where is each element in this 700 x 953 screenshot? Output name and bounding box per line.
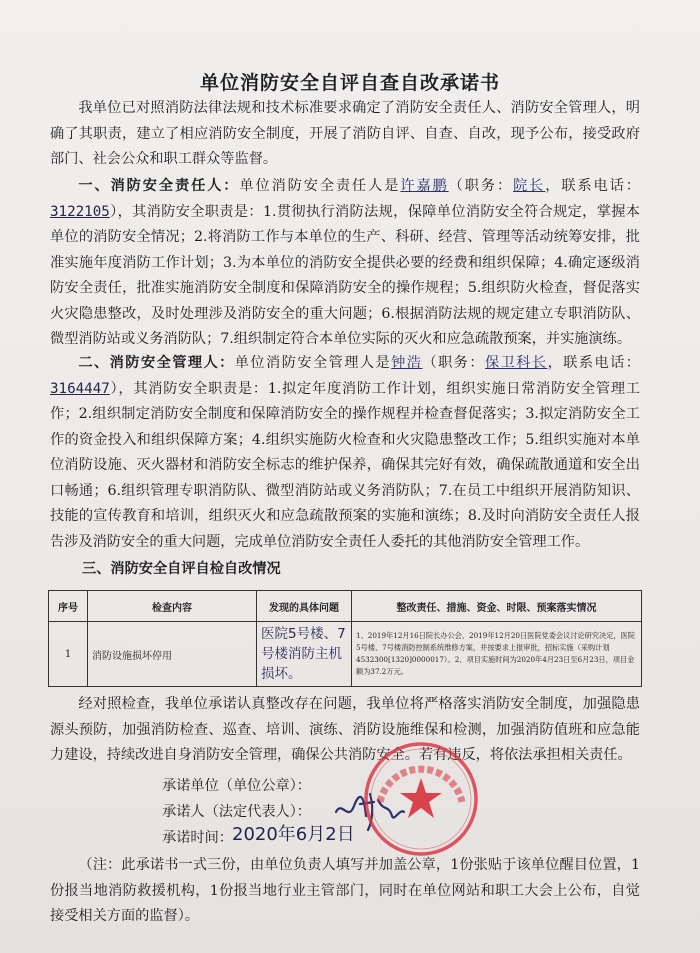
section2-text-c: ，联系电话： bbox=[547, 355, 640, 371]
signing-person-label: 承诺人（法定代表人）： bbox=[162, 804, 311, 820]
section2-label: 二、消防安全管理人： bbox=[78, 355, 235, 371]
row-number: 1 bbox=[49, 622, 88, 687]
manager-phone: 3164447 bbox=[50, 380, 110, 397]
section-fire-safety-responsible-person bbox=[50, 174, 640, 353]
closing-paragraph: 经对照检查，我单位承诺认真整改存在问题，我单位将严格落实消防安全制度，加强隐患源头预防，加强消防检查、巡查、培训、演练、消防设施维保和检测，加强消防值班和应急能力建设，持续改进自身消防安全管理，确保公共消防安全。若有违反，将依法承担相关责任。 bbox=[50, 696, 640, 763]
signing-date-handwritten: 2020年6月2日 bbox=[232, 824, 355, 845]
official-seal-stamp bbox=[362, 740, 480, 858]
column-header: 序号 bbox=[49, 591, 88, 622]
section1-duties: ），其消防安全职责是：1.贯彻执行消防法规，保障单位消防安全符合规定，掌握本单位的消防安全情况；2.将消防工作与本单位的生产、科研、经营、管理等活动统筹安排，批准实施年度消防工作计划；3.为本单位的消防安全提供必要的经费和组织保障；4.确定逐级消防安全责任，批准实施消防安全制度和保障消防安全的操作规程；5.组织防火检查，督促落实火灾隐患整改，及时处理涉及消防安全的重大问题；6.根据消防法规的规定建立专职消防队、微型消防站或义务消防队；7.组织制定符合本单位实际的灭火和应急疏散预案，并实施演练。 bbox=[50, 203, 640, 347]
problem-found: 医院5号楼、7号楼消防主机损坏。 bbox=[257, 622, 352, 687]
column-header: 发现的具体问题 bbox=[257, 591, 352, 622]
column-header: 检查内容 bbox=[88, 591, 257, 622]
section2-duties: ），其消防安全职责是：1.拟定年度消防工作计划，组织实施日常消防安全管理工作；2.组织制定消防安全制度和保障消防安全的操作规程并检查督促落实；3.拟定消防安全工作的资金投入和组织保障方案；4.组织实施防火检查和火灾隐患整改工作；5.组织实施对本单位消防设施、灭火器材和消防安全标志的维护保养，确保其完好有效，确保疏散通道和安全出口畅通；6.组织管理专职消防队、微型消防站或义务消防队；7.在员工中组织开展消防知识、技能的宣传教育和培训，组织灭火和应急疏散预案的实施和演练；8.及时向消防安全责任人报告涉及消防安全的重大问题，完成单位消防安全责任人委托的其他消防安全管理工作。 bbox=[50, 380, 640, 550]
section-fire-safety-manager bbox=[50, 351, 640, 555]
self-inspection-table bbox=[48, 590, 642, 687]
footnote: （注：此承诺书一式三份，由单位负责人填写并加盖公章，1份张贴于该单位醒目位置，1份报当地消防救援机构，1份报当地行业主管部门，同时在单位网站和职工大会上公布，自觉接受相关方面的监督）。 bbox=[50, 857, 640, 924]
section3-heading: 三、消防安全自评自检自改情况 bbox=[82, 561, 281, 577]
intro-paragraph: 我单位已对照消防法律法规和技术标准要求确定了消防安全责任人、消防安全管理人，明确了其职责，建立了相应消防安全制度，开展了消防自评、自查、自改，现予公布，接受政府部门、社会公众和职工群众等监督。 bbox=[50, 100, 640, 167]
responsible-person-name: 许嘉鹏 bbox=[400, 178, 449, 194]
column-header: 整改责任、措施、资金、时限、预案落实情况 bbox=[352, 591, 642, 622]
document-title: 单位消防安全自评自查自改承诺书 bbox=[199, 72, 500, 94]
manager-name: 钟浩 bbox=[391, 355, 423, 371]
inspection-item: 消防设施损坏停用 bbox=[88, 622, 257, 687]
table-row bbox=[49, 622, 642, 687]
responsible-person-phone: 3122105 bbox=[50, 203, 110, 220]
section1-text-b: （职务： bbox=[448, 178, 514, 194]
section2-text-a: 单位消防安全管理人是 bbox=[234, 355, 392, 371]
section1-label: 一、消防安全责任人： bbox=[78, 178, 240, 194]
rectification-measures: 1、2019年12月16日院长办公会、2019年12月20日医院党委会议讨论研究决定，医院5号楼、7号楼消防控制系统维修方案，并按要求上报审批，招标实施（采购计划4532300[1320]0000017）。2、项目实施时间为2020年4月23日至6月23日，项目金额为37.2万元。 bbox=[352, 622, 642, 687]
table-header-row bbox=[49, 591, 642, 622]
section1-text-a: 单位消防安全责任人是 bbox=[239, 178, 401, 194]
signing-time-label: 承诺时间： bbox=[162, 830, 233, 846]
section1-text-c: ，联系电话： bbox=[545, 178, 640, 194]
signing-unit-label: 承诺单位（单位公章）： bbox=[162, 778, 311, 794]
section2-text-b: （职务： bbox=[422, 355, 486, 371]
responsible-person-role: 院长 bbox=[513, 178, 546, 194]
manager-role: 保卫科长 bbox=[485, 355, 548, 371]
